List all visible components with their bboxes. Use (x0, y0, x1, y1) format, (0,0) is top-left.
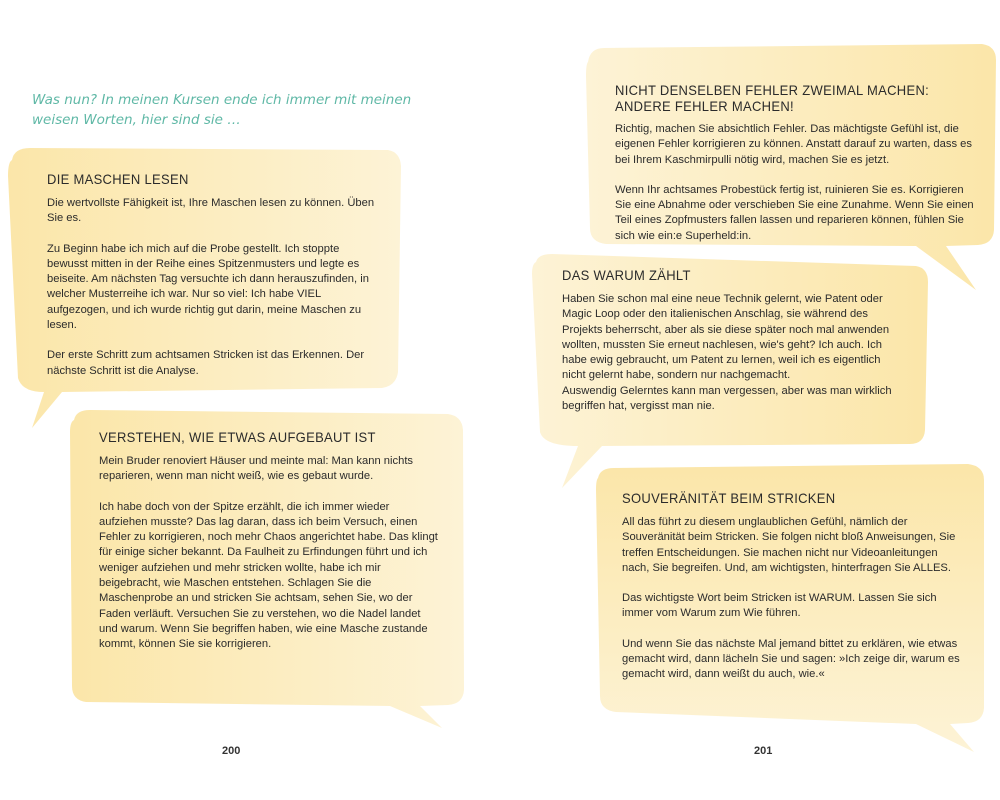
page-number-left: 200 (222, 745, 241, 757)
card-paragraph: Das wichtigste Wort beim Stricken ist WARUM. Lassen Sie sich immer vom Warum zum Wie führen. (622, 592, 937, 620)
intro-text: Was nun? In meinen Kursen ende ich immer mit meinen weisen Worten, hier sind sie … (32, 92, 412, 128)
card-souveraenitaet (622, 490, 967, 698)
card-paragraph: Mein Bruder renoviert Häuser und meinte mal: Man kann nichts reparieren, wenn man nicht weiß, wie es gebaut wurde. (99, 455, 414, 483)
card-title: SOUVERÄNITÄT BEIM STRICKEN (622, 490, 836, 507)
card-paragraph: Der erste Schritt zum achtsamen Stricken ist das Erkennen. Der nächste Schritt ist die Analyse. (47, 349, 365, 377)
card-paragraph: Auswendig Gelerntes kann man vergessen, aber was man wirklich begriffen hat, vergisst man nie. (562, 384, 892, 413)
card-paragraph: Ich habe doch von der Spitze erzählt, die ich immer wieder aufziehen musste? Das lag daran, dass ich beim Versuch, einen Fehler zu korrigieren, noch mehr Chaos angerichtet habe. Das klingt für einige sicher bekannt. Da Faulheit zu Erfindungen führt und ich weniger aufziehen und mehr stricken wollte, habe ich mir beigebracht, wie Maschen entstehen. Schlagen Sie die Maschenprobe an und stricken Sie achtsam, sehen Sie, wo der Faden verläuft. Versuchen Sie zu verstehen, wo die Nadel landet und warum. Wenn Sie begriffen haben, wie eine Masche zustande kommt, können Sie sie korrigieren. (99, 500, 438, 651)
card-paragraph: Zu Beginn habe ich mich auf die Probe gestellt. Ich stoppte bewusst mitten in der Reihe eines Spitzenmusters und legte es beiseite. Am nächsten Tag versuchte ich dann herauszufinden, in welcher Musterreihe ich war. Nur so viel: Ich habe VIEL aufgezogen, und ich wurde richtig gut darin, meine Maschen zu lesen. (47, 242, 369, 332)
card-paragraph: Haben Sie schon mal eine neue Technik gelernt, wie Patent oder Magic Loop oder den italienischen Anschlag, sie während des Projekts beherrscht, aber als sie diese später noch mal anwenden wollten, mussten Sie erneut nachlesen, wie's geht? Ich auch. Ich habe ewig gebraucht, um Patent zu lernen, weil ich es eigentlich nicht gelernt habe, sondern nur nachgemacht. (562, 293, 890, 382)
card-paragraph: Die wertvollste Fähigkeit ist, Ihre Maschen lesen zu können. Üben Sie es. (47, 197, 375, 225)
card-paragraph: Richtig, machen Sie absichtlich Fehler. Das mächtigste Gefühl ist, die eigenen Fehler korrigieren zu können. Anstatt darauf zu warten, dass es bei Ihrem Kaschmirpulli nötig wird, machen Sie es jetzt. (615, 123, 972, 166)
card-paragraph: All das führt zu diesem unglaublichen Gefühl, nämlich der Souveränität beim Stricken. Sie folgen nicht bloß Anweisungen, Sie treffen Entscheidungen. Sie machen nicht nur Videoanleitungen nach, Sie begreifen. Und, am wichtigsten, hinterfragen Sie ALLES. (622, 516, 956, 574)
card-paragraph: Und wenn Sie das nächste Mal jemand bittet zu erklären, wie etwas gemacht wird, dann lächeln Sie und sagen: »Ich zeige dir, warum es gemacht wird, dann weißt du auch, wie.« (622, 637, 960, 681)
card-fehler-machen (615, 82, 975, 259)
card-title: VERSTEHEN, WIE ETWAS AUFGEBAUT IST (99, 429, 376, 446)
page-number-right: 201 (754, 745, 773, 757)
card-paragraph: Wenn Ihr achtsames Probestück fertig ist, ruinieren Sie es. Korrigieren Sie eine Abnahme oder verschieben Sie eine Zunahme. Wenn Sie einen Teil eines Zopfmusters fallen lassen und reparieren können, fühlen Sie sich wie ein:e Superheld:in. (615, 183, 974, 242)
card-title: DIE MASCHEN LESEN (47, 171, 189, 188)
card-title: DAS WARUM ZÄHLT (562, 267, 691, 284)
card-warum-zaehlt (562, 267, 902, 414)
card-title: NICHT DENSELBEN FEHLER ZWEIMAL MACHEN: ANDERE FEHLER MACHEN! (615, 82, 930, 115)
card-maschen-lesen (47, 171, 382, 394)
card-verstehen (99, 429, 439, 668)
